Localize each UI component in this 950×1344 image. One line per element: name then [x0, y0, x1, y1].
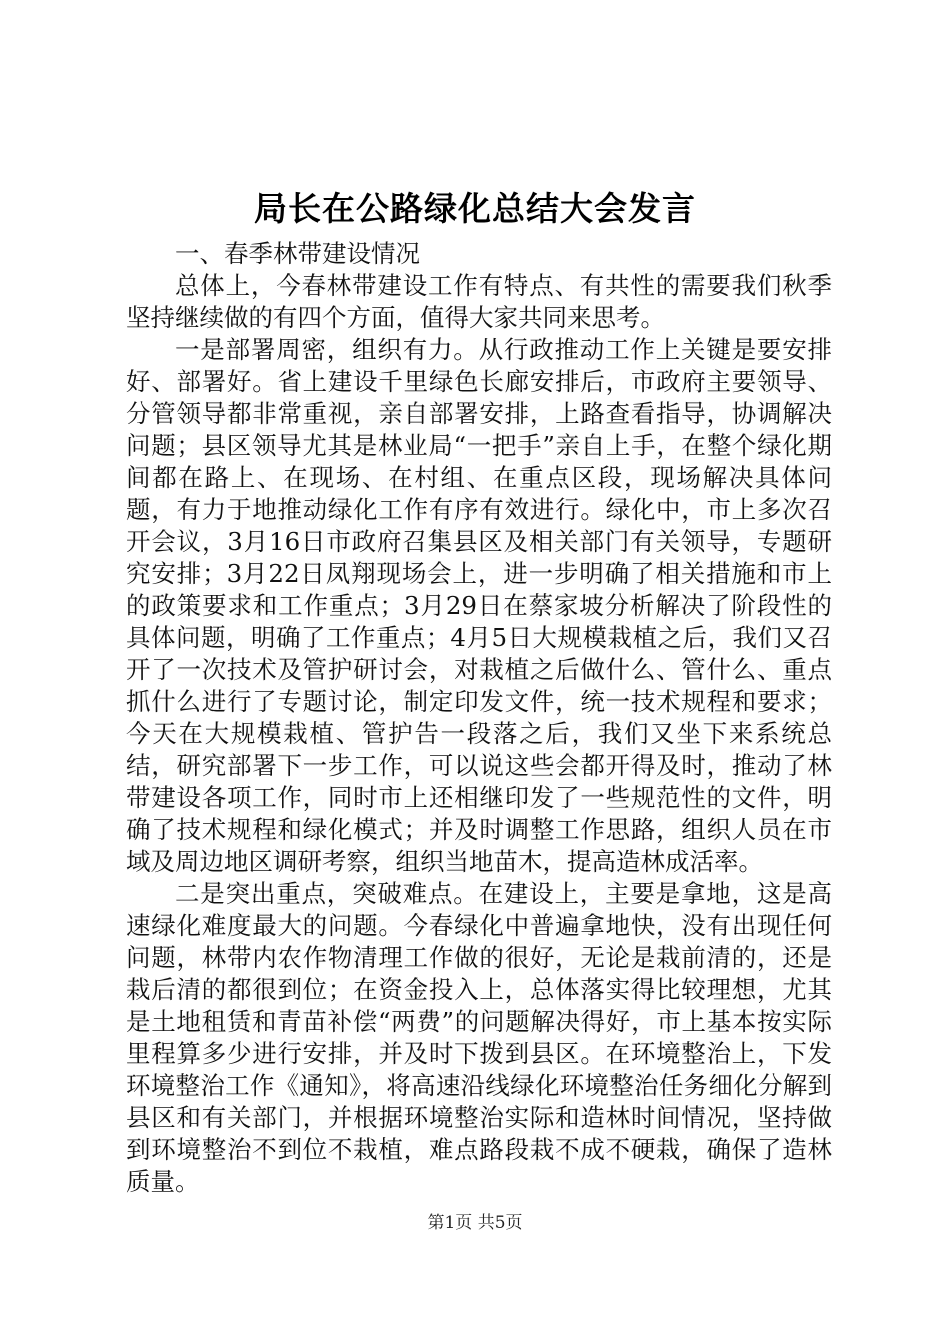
paragraph: 二是突出重点，突破难点。在建设上，主要是拿地，这是高速绿化难度最大的问题。今春绿化中普遍拿地快，没有出现任何问题，林带内农作物清理工作做的很好，无论是栽前清的，还是栽后清的都很到位；在资金投入上，总体落实得比较理想，尤其是土地租赁和青苗补偿“两费”的问题解决得好，市上基本按实际里程算多少进行安排，并及时下拨到县区。在环境整治上，下发环境整治工作《通知》，将高速沿线绿化环境整治任务细化分解到县区和有关部门，并根据环境整治实际和造林时间情况，坚持做到环境整治不到位不栽植，难点路段栽不成不硬栽，确保了造林质量。	[126, 879, 832, 1196]
paragraph: 总体上，今春林带建设工作有特点、有共性的需要我们秋季坚持继续做的有四个方面，值得大家共同来思考。	[126, 271, 832, 332]
page-title: 局长在公路绿化总结大会发言	[254, 189, 696, 228]
document-body	[126, 238, 832, 1198]
section-heading: 一、春季林带建设情况	[175, 239, 420, 268]
paragraph: 一是部署周密，组织有力。从行政推动工作上关键是要安排好、部署好。省上建设千里绿色长廊安排后，市政府主要领导、分管领导都非常重视，亲自部署安排，上路查看指导，协调解决问题；县区领导尤其是林业局“一把手”亲自上手，在整个绿化期间都在路上、在现场、在村组、在重点区段，现场解决具体问题，有力于地推动绿化工作有序有效进行。绿化中，市上多次召开会议，3月16日市政府召集县区及相关部门有关领导，专题研究安排；3月22日凤翔现场会上，进一步明确了相关措施和市上的政策要求和工作重点；3月29日在蔡家坡分析解决了阶段性的具体问题，明确了工作重点；4月5日大规模栽植之后，我们又召开了一次技术及管护研讨会，对栽植之后做什么、管什么、重点抓什么进行了专题讨论，制定印发文件，统一技术规程和要求；今天在大规模栽植、管护告一段落之后，我们又坐下来系统总结，研究部署下一步工作，可以说这些会都开得及时，推动了林带建设各项工作，同时市上还相继印发了一些规范性的文件，明确了技术规程和绿化模式；并及时调整工作思路，组织人员在市域及周边地区调研考察，组织当地苗木，提高造林成活率。	[126, 335, 832, 876]
page-footer: 第1页 共5页	[427, 1213, 523, 1233]
